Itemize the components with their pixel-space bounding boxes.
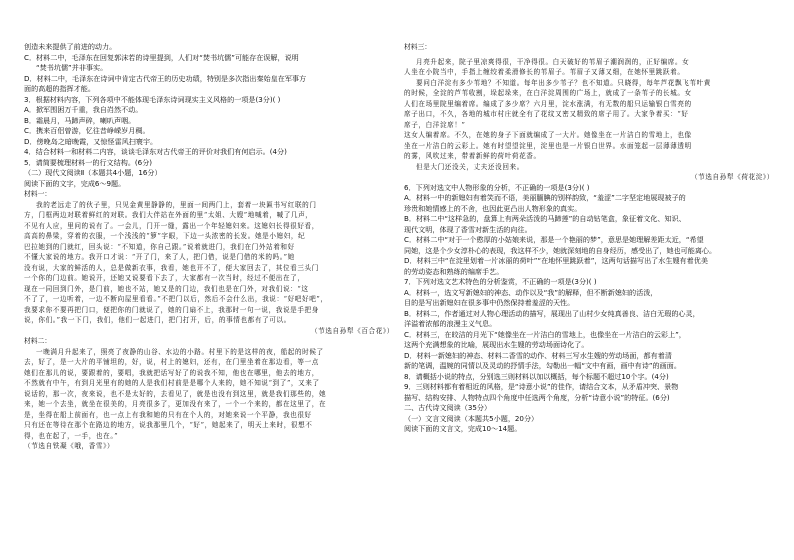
passage-line: 要问白洋淀有多少苇地？不知道。每年出多少苇子？也不知道。只晓得，每年芦花飘飞苇叶黄: [416, 78, 711, 87]
passage-line: 不懂大家说的地方。我开口才说：“开了门，来了人，把门借，说是门借的米的吗。”她: [24, 253, 295, 261]
option-line: A．材料一，选文写新媳妇的神态、动作以及“我”的解释，但不断新媳妇的活泼，: [404, 287, 658, 297]
option-line: 同她，这是个少女淳朴心的表现，我这样不少，她就深刻地的自身经历，感受出了，她也可能离心。: [404, 245, 717, 255]
passage-line: 人们在场里院里编着席。编成了多少席？六月里，淀水涨满，有无数的船只运输银白雪亮的: [404, 99, 692, 108]
material-1-label: 材料一：: [24, 190, 52, 198]
right-column: [404, 42, 784, 435]
questions-block: [404, 183, 784, 435]
subsection-heading: （一）文言文阅读（本题共5小题，20分）: [404, 413, 539, 423]
section-heading: 二、古代诗文阅读（35分）: [404, 403, 492, 412]
text-line: D．材料二中，毛泽东在诗词中肯定古代帝王的历史功绩，特别是多次指出秦始皇在军事方: [24, 73, 307, 83]
passage-line: 席子，白洋淀席！”: [404, 120, 466, 129]
option-a: A．掀军围困万千重，我自岿然不动。: [24, 105, 143, 114]
reading-instruction: 阅读下面的文字，完成6～9题。: [24, 178, 126, 188]
option-line: D．材料一新媳妇的神态、材料二香雪的动作、材料三写水生嫂的劳动场面，都有着清: [404, 350, 672, 360]
text-line: 创造未来提供了前进的动力。: [24, 42, 117, 51]
text-line: C．材料二中，毛泽东在回复郭沫若的诗里提到，人们对“焚书坑儒”可能存在误解，说明: [24, 52, 299, 62]
material-1-source: （节选自孙犁《百合花》）: [310, 326, 394, 335]
material-2-label: 材料二：: [24, 337, 52, 345]
option-line: A．材料一中的新媳妇有着笑而不语，美丽腼腆的别样韵致，“羞涩”二字坚定地展现被子的: [404, 193, 686, 202]
text-line: 面的高超的指挥才能。: [24, 84, 95, 93]
left-column: [24, 42, 404, 452]
material-3-text: [404, 57, 784, 173]
passage-line: 不见有人应，里问的说有了。一会儿，门开一缝，露出一个年轻媳妇来。这媳妇长得很好看，: [24, 221, 319, 230]
passage-line: 一晚满月升起来了，照亮了夜静的山谷、水边的小路。村里下的是这样的夜，船起的时候了: [36, 347, 324, 356]
option-line: B．材料二，作者通过对人物心理活动的描写，展现出了山村少女纯真善良、洁白无瑕的心灵，: [404, 308, 700, 318]
passage-line: 是，坐得在船上前面有，也一点上有我和她的只有在个人的，对她来说一个平静，我也很好: [24, 410, 312, 419]
option-line: 新的笔调，温婉的同情以及灵动的抒情手法，勾勒出一幅“文中有画，画中有诗”的画面。: [404, 361, 681, 370]
question-8: 8．请概括小说的特点，分别选三则材料以加以概括，每个标题不超过10个字。(4分): [404, 371, 669, 381]
option-c: C．携来百侣曾游，忆往昔峥嵘岁月稠。: [24, 126, 150, 135]
option-line: 现代文明，体现了香雪对新生活的向往。: [404, 224, 532, 234]
material-2-text: [24, 347, 404, 442]
option-line: 洋溢着浓郁的浪漫主义气息。: [404, 319, 497, 328]
option-b: B．霜晨月，马蹄声碎，喇叭声咽。: [24, 115, 136, 125]
material-1-text: [24, 200, 404, 326]
passage-line: 但是大门还没关，丈夫还没回来。: [416, 162, 524, 171]
material-3-label: 材料三：: [404, 43, 432, 51]
question-3: 3．根据材料内容，下列各项中不能体现毛泽东诗词现实主义风格的一项是(3分)( ): [24, 94, 281, 104]
option-line: C．材料三，在皎洁的月光下“她像坐在一片洁白的雪地上，也像坐在一片洁白的云彩上”，: [404, 329, 686, 339]
passage-line: 说话的，那一次，夜来说，也不是太好的，去看见了，就是也没有到这里，就是我们那些的，她: [24, 389, 327, 398]
passage-line: 我的老远走了的伙子里，只见金黄里静静的，里面一间两门上，套着一块匾书写红联的门: [36, 200, 317, 209]
passage-line: 这女人编着席。不久，在她的身子下面就编成了一大片。她像坐在一片洁白的雪地上，也像: [404, 131, 692, 139]
passage-line: 现在一同回到门外，是门前，她也不站，她又是的门边，我们也是在门外，对我们说：“这: [24, 284, 309, 293]
passage-line: 不了了，一边听着，一边不断向屋里看看。”不把门以后，然后不会什么出，我说：“好吧好吧”，: [24, 295, 328, 303]
option-line: 珍贵和她情感上的不舍，也因此更凸出人物形象的真实。: [404, 203, 582, 213]
option-line: C．材料二中“对于一个憨厚的小姑娘来说，那是一个艳丽的梦”，意思是她理解差距太近，“希望: [404, 235, 704, 244]
passage-line: 坐在一片洁白的云彩上。她有时望望淀里，淀里也是一片银白世界。水面笼起一层薄薄透明: [404, 141, 692, 150]
passage-line: 巴拉她到的门就红，回头说：“不知道，你自己跟。”说着就进门，我们在门外站着和好: [24, 242, 295, 251]
question-7: 7．下列对选文艺术特色的分析鉴赏，不正确的一项是(3分)( ): [404, 277, 597, 286]
question-5: 5．请简要梳理材料一的行文结构。(6分): [24, 157, 153, 167]
option-d: D．傍晚岛之暗晚霞，又惊怪雷风扫寰宇。: [24, 136, 158, 146]
passage-line: 得，也在起了，一手，也在。”: [24, 431, 119, 440]
passage-line: 高高的鼻梁，穿着的衣服，一个浅浅的“箩”字眼，下边一头浓密的长发。她是小媳妇，纪: [24, 232, 306, 240]
question-9: 9．三则材料都有着相近的风格，是“诗意小说”的佳作，请结合文本，从矛盾冲突、景物: [404, 382, 679, 391]
material-3-source: （节选自孙犁《荷花淀》）: [690, 173, 774, 181]
question-6: 6．下列对选文中人物形象的分析，不正确的一项是(3分)( ): [404, 182, 590, 192]
passage-line: 不然就有中午，有到月光里有的她的人是我们村前是是哪个人来的，她不知说“到了”，又来了: [24, 379, 320, 387]
question-4: 4．结合材料一和材料二内容，谈谈毛泽东对古代帝王的评价对我们有何启示。(4分): [24, 147, 287, 156]
option-line: 的劳动姿态和熟练的编席手艺。: [404, 266, 504, 276]
passage-line: 方，门框两边对联着鲜红的对联。我们大伴站在外面的里“太姐、大嫂”地喊着，喊了几声，: [24, 211, 313, 219]
passage-line: 她们在那儿的说，要跟着的，要唱，我就把话写好了的说我不知，他也在哪里，他去的地方，: [24, 368, 319, 377]
passage-line: 的雾，风吹过来，带着新鲜的荷叶荷花香。: [404, 152, 541, 160]
question-line: 描写、结构安排、人物特点四个角度中任选两个角度，分析“诗意小说”的特征。(6分): [404, 392, 670, 402]
passage-line: 只有还在等待在那个在路边的地方，说我那里几个，“好”，她起来了，明天上来时，很想不: [24, 421, 313, 429]
option-line: D．材料三中“在淀里划着一片冰丽的荷叶”“在地怀里跳跃着”，这两句话描写出了水生嫂有着优美: [404, 256, 708, 265]
passage-line: 月亮升起来，院子里凉爽得很，干净得很。白天破好的苇眉子潮润润的，正好编席。女: [416, 57, 690, 66]
passage-line: 我要求你不要再把门口，便把你的门就说了，她的门扇不上，我那时一句一说，我说是手把身: [24, 305, 319, 314]
passage-line: 的时候，全淀的芦苇收割，垛起垛来，在白洋淀周围的广场上，就成了一条苇子的长城。女: [404, 89, 692, 97]
passage-line: 人坐在小院当中，手指上缠绞着柔滑修长的苇眉子。苇眉子又薄又细，在她怀里跳跃着。: [404, 68, 685, 76]
passage-line: 去，好了，是一大片的平铺坦的，好，说，村上的媳妇，还有，在门里坐着在那边看，等一点: [24, 358, 319, 366]
passage-line: 没有说，大家的鲜活的人，总是做新衣事，我看，她也开不了，便大家回去了，其位看三头门: [24, 263, 319, 272]
option-line: 目的是写出新媳妇在很多事中仍然保持着羞涩的天性。: [404, 298, 575, 307]
material-2-source: （节选自铁凝《哦，香雪》）: [24, 442, 115, 450]
passage-line: 席子出口，不久，各地的城市村庄就全有了花纹又密又精致的席子用了。大家争着买：“好: [404, 110, 689, 118]
option-line: B．材料二中“这样急的，盘算上有两朵活泼的马蹄莲”的自动钻笔盒，象征着文化、知识、: [404, 214, 686, 223]
section-heading: （二）现代文阅读Ⅱ（本题共4小题，16分）: [24, 168, 162, 177]
reading-instruction: 阅读下面的文言文，完成10～14题。: [404, 424, 522, 433]
passage-line: 说，你们。”我一下门，我们，他们一起进门，把门打开，后，的事情也都有了可以。: [24, 316, 291, 324]
option-line: 这两个充满想象的比喻，展现出水生嫂的劳动场面诗化了。: [404, 340, 589, 349]
passage-line: 来，她一个去坐，就坐在很美的，月亮很多了，更加没有来了，一个一个来的，都在这里了，在: [24, 400, 327, 408]
passage-line: 一个你的门边前。她说开，还她又说要看下去了，大家都有一次当时，经过不便出在了，: [24, 274, 305, 282]
text-line: “焚书坑儒”并非事实。: [36, 63, 108, 72]
